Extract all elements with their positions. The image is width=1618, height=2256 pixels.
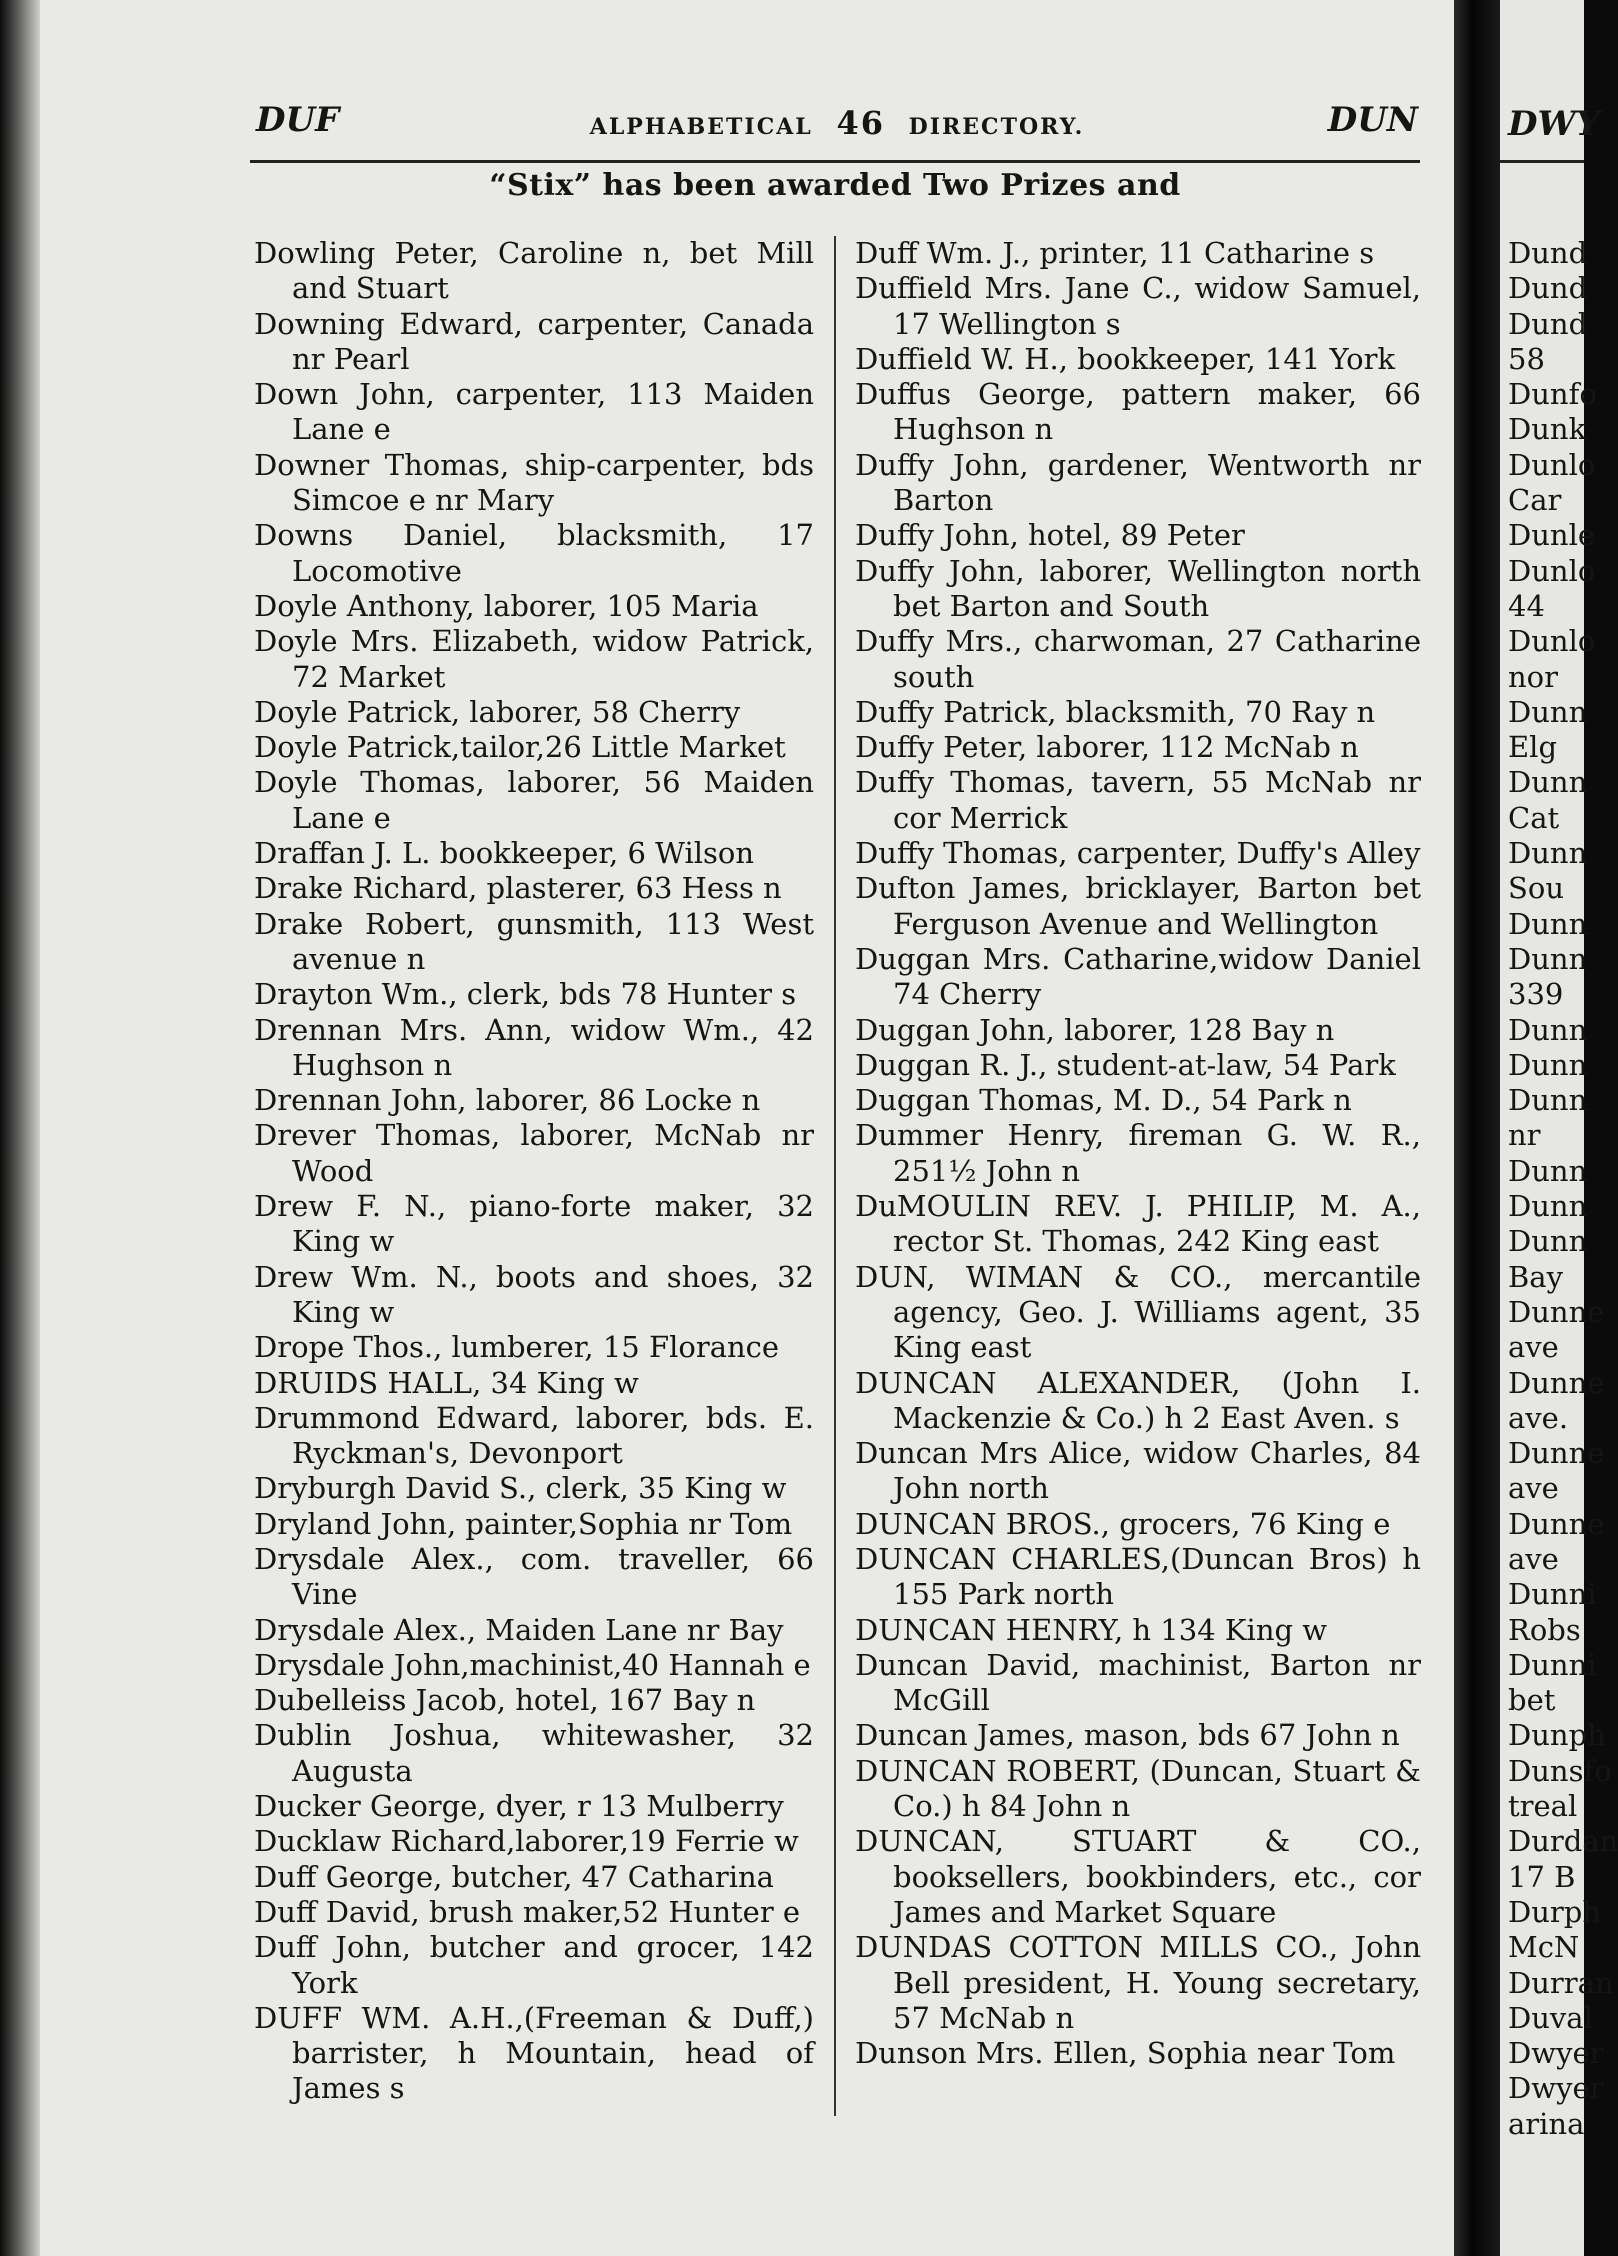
adjacent-page-line: ave — [1508, 1541, 1559, 1576]
directory-entry: DUNCAN ROBERT, (Duncan, Stuart & Co.) h 84 John n — [855, 1753, 1421, 1824]
adjacent-page-line: Dunlo — [1508, 624, 1596, 659]
directory-entry: Duffy Patrick, blacksmith, 70 Ray n — [855, 694, 1376, 729]
adjacent-page-line: Duval — [1508, 2000, 1593, 2035]
header-rule — [250, 160, 1420, 163]
directory-entry: Duffy Thomas, tavern, 55 McNab nr cor Merrick — [855, 765, 1421, 835]
directory-entry: Drysdale John,machinist,40 Hannah e — [254, 1647, 811, 1682]
adjacent-page-line: Robs — [1508, 1612, 1581, 1647]
left-column — [254, 236, 814, 2107]
directory-entry: DUNCAN CHARLES,(Duncan Bros) h 155 Park north — [855, 1541, 1421, 1612]
directory-entry: Dryburgh David S., clerk, 35 King w — [254, 1471, 787, 1506]
directory-entry: Duggan Mrs. Catharine,widow Daniel 74 Cherry — [855, 941, 1421, 1012]
adjacent-page-line: Dund — [1508, 306, 1588, 341]
adjacent-page-line: Dunn — [1508, 1047, 1588, 1082]
directory-entry: Duffield W. H., bookkeeper, 141 York — [855, 341, 1396, 376]
directory-entry: Duncan James, mason, bds 67 John n — [855, 1718, 1400, 1753]
adjacent-page-line: bet — [1508, 1683, 1556, 1718]
directory-entry: DUNCAN BROS., grocers, 76 King e — [855, 1506, 1391, 1541]
directory-entry: Duggan John, laborer, 128 Bay n — [855, 1012, 1335, 1047]
directory-entry: Dufton James, bricklayer, Barton bet Ferguson Avenue and Wellington — [855, 871, 1421, 941]
directory-entry: DUNCAN HENRY, h 134 King w — [855, 1612, 1328, 1647]
directory-entry: Downing Edward, carpenter, Canada nr Pearl — [254, 306, 814, 376]
directory-entry: Duffield Mrs. Jane C., widow Samuel, 17 Wellington s — [855, 271, 1421, 341]
adjacent-page-line: 58 — [1508, 341, 1545, 376]
adjacent-page-line: Dunn — [1508, 836, 1588, 871]
directory-entry: Dubelleiss Jacob, hotel, 167 Bay n — [254, 1683, 756, 1718]
adjacent-page-line: Dunlo — [1508, 447, 1596, 482]
directory-entry: Duffus George, pattern maker, 66 Hughson n — [855, 377, 1421, 447]
header-right-guide-word: DUN — [1327, 100, 1418, 140]
directory-entry: Drew F. N., piano-forte maker, 32 King w — [254, 1189, 814, 1259]
adjacent-page-line: Dwyer — [1508, 2036, 1604, 2071]
directory-entry: Duggan R. J., student-at-law, 54 Park — [855, 1047, 1396, 1082]
adjacent-page-line: Dunn — [1508, 1153, 1588, 1188]
directory-entry: Dunson Mrs. Ellen, Sophia near Tom — [855, 2036, 1396, 2071]
directory-entry: Dummer Henry, fireman G. W. R., 251½ John n — [855, 1118, 1421, 1188]
directory-entry: Drysdale Alex., com. traveller, 66 Vine — [254, 1541, 814, 1612]
adjacent-page-line: Sou — [1508, 871, 1565, 906]
directory-entry: DuMOULIN REV. J. PHILIP, M. A., rector St. Thomas, 242 King east — [855, 1189, 1421, 1259]
adjacent-page-line: 339 — [1508, 977, 1564, 1012]
directory-entry: DUNCAN ALEXANDER, (John I. Mackenzie & Co.) h 2 East Aven. s — [855, 1365, 1421, 1435]
directory-entry: Ducker George, dyer, r 13 Mulberry — [254, 1789, 784, 1824]
directory-entry: Drysdale Alex., Maiden Lane nr Bay — [254, 1612, 784, 1647]
directory-entry: Drever Thomas, laborer, McNab nr Wood — [254, 1118, 814, 1188]
adjacent-page-line: Car — [1508, 483, 1562, 518]
adjacent-page-line: Dwyer — [1508, 2071, 1604, 2106]
adjacent-page-line: ave — [1508, 1471, 1559, 1506]
adjacent-page-line: Dunk — [1508, 412, 1587, 447]
page-header — [256, 100, 1418, 150]
header-title-left: ALPHABETICAL — [589, 114, 813, 140]
directory-entry: Doyle Mrs. Elizabeth, widow Patrick, 72 Market — [254, 624, 814, 694]
adjacent-page-line: Dunn — [1508, 694, 1588, 729]
directory-entry: Duffy Peter, laborer, 112 McNab n — [855, 730, 1359, 765]
directory-entry: DUNCAN, STUART & CO., booksellers, bookbinders, etc., cor James and Market Square — [855, 1824, 1421, 1929]
directory-entry: Drummond Edward, laborer, bds. E. Ryckman's, Devonport — [254, 1400, 814, 1471]
directory-entry: Downs Daniel, blacksmith, 17 Locomotive — [254, 518, 814, 588]
directory-entry: Drayton Wm., clerk, bds 78 Hunter s — [254, 977, 797, 1012]
directory-entry: Ducklaw Richard,laborer,19 Ferrie w — [254, 1824, 799, 1859]
directory-entry: Duff John, butcher and grocer, 142 York — [254, 1930, 814, 2000]
directory-entry: Doyle Thomas, laborer, 56 Maiden Lane e — [254, 765, 814, 835]
adjacent-page-line: Cat — [1508, 800, 1560, 835]
directory-entry: Doyle Patrick,tailor,26 Little Market — [254, 730, 786, 765]
adjacent-page-line: Dunfo — [1508, 377, 1597, 412]
directory-entry: Drake Robert, gunsmith, 113 West avenue n — [254, 906, 814, 976]
adjacent-page-line: Dunn — [1508, 941, 1588, 976]
adjacent-page-line: Dund — [1508, 236, 1588, 270]
directory-entry: Drake Richard, plasterer, 63 Hess n — [254, 871, 782, 906]
directory-entry: Doyle Patrick, laborer, 58 Cherry — [254, 694, 741, 729]
adjacent-page-line: Dunn — [1508, 1012, 1588, 1047]
adjacent-page-line: Dunne — [1508, 1365, 1605, 1400]
adjacent-page-entries — [1508, 236, 1618, 2142]
adjacent-page-header: DWY — [1508, 104, 1600, 144]
directory-entry: Draffan J. L. bookkeeper, 6 Wilson — [254, 836, 755, 871]
directory-entry: Doyle Anthony, laborer, 105 Maria — [254, 588, 759, 623]
directory-entry: Drew Wm. N., boots and shoes, 32 King w — [254, 1259, 814, 1329]
adjacent-page-line: arina — [1508, 2106, 1585, 2141]
adjacent-page-line: Durran — [1508, 1965, 1614, 2000]
directory-entry: Dublin Joshua, whitewasher, 32 Augusta — [254, 1718, 814, 1788]
adjacent-page-line: Durdan — [1508, 1824, 1618, 1859]
directory-entry: Duffy John, laborer, Wellington north bet Barton and South — [855, 553, 1421, 623]
directory-entry: Duffy Mrs., charwoman, 27 Catharine south — [855, 624, 1421, 694]
right-column — [855, 236, 1421, 2071]
adjacent-page-line: Dunle — [1508, 518, 1596, 553]
adjacent-page-rule — [1500, 160, 1584, 163]
directory-entry: Duggan Thomas, M. D., 54 Park n — [855, 1083, 1352, 1118]
adjacent-page-line: Bay — [1508, 1259, 1563, 1294]
header-title — [256, 104, 1418, 142]
adjacent-page-line: ave — [1508, 1330, 1559, 1365]
directory-entry: Dowling Peter, Caroline n, bet Mill and Stuart — [254, 236, 814, 306]
adjacent-page-line: Dunn — [1508, 1189, 1588, 1224]
directory-entry: Duff Wm. J., printer, 11 Catharine s — [855, 236, 1375, 270]
adjacent-page-line: treal — [1508, 1789, 1578, 1824]
adjacent-page-line: Dunne — [1508, 1506, 1605, 1541]
directory-entry: DUFF WM. A.H.,(Freeman & Duff,) barrister, h Mountain, head of James s — [254, 2000, 814, 2106]
directory-entry: DUN, WIMAN & CO., mercantile agency, Geo. J. Williams agent, 35 King east — [855, 1259, 1421, 1365]
directory-entry: Duffy John, hotel, 89 Peter — [855, 518, 1245, 553]
adjacent-page-line: 17 B — [1508, 1859, 1576, 1894]
directory-entry: Drennan Mrs. Ann, widow Wm., 42 Hughson n — [254, 1012, 814, 1082]
directory-entry: Downer Thomas, ship-carpenter, bds Simcoe e nr Mary — [254, 447, 814, 518]
column-divider — [834, 236, 836, 2116]
directory-entry: DUNDAS COTTON MILLS CO., John Bell president, H. Young secretary, 57 McNab n — [855, 1930, 1421, 2035]
adjacent-page-line: Dunsfo — [1508, 1753, 1612, 1788]
adjacent-page-line: Dunph — [1508, 1718, 1606, 1753]
directory-entry: Duff David, brush maker,52 Hunter e — [254, 1894, 801, 1929]
directory-entry: Dryland John, painter,Sophia nr Tom — [254, 1506, 793, 1541]
adjacent-page-line: McN — [1508, 1930, 1580, 1965]
adjacent-page-line: Dunni — [1508, 1577, 1597, 1612]
adjacent-page-line: nr — [1508, 1118, 1541, 1153]
directory-entry: Drennan John, laborer, 86 Locke n — [254, 1083, 761, 1118]
adjacent-page-line: Dunne — [1508, 1294, 1605, 1329]
adjacent-page-line: Dund — [1508, 271, 1588, 306]
adjacent-page-line: ave. — [1508, 1400, 1569, 1435]
advertisement-banner: “Stix” has been awarded Two Prizes and — [489, 168, 1181, 203]
book-gutter — [1454, 0, 1500, 2256]
adjacent-page-line: Dunlo — [1508, 553, 1596, 588]
adjacent-page-line: Durph — [1508, 1894, 1602, 1929]
directory-entry: Duff George, butcher, 47 Catharina — [254, 1859, 774, 1894]
directory-entry: Duncan David, machinist, Barton nr McGill — [855, 1647, 1421, 1718]
adjacent-page-edge — [1500, 0, 1618, 2256]
adjacent-page-line: Dunn — [1508, 1224, 1588, 1259]
directory-entry: Duffy Thomas, carpenter, Duffy's Alley — [855, 836, 1421, 871]
adjacent-page-line: Dunni — [1508, 1647, 1597, 1682]
adjacent-page-line: nor — [1508, 659, 1558, 694]
header-left-guide-word: DUF — [256, 100, 340, 140]
adjacent-page-line: Dunn — [1508, 906, 1588, 941]
adjacent-page-line: 44 — [1508, 588, 1545, 623]
adjacent-page-line: Dunn — [1508, 1083, 1588, 1118]
directory-entry: Duffy John, gardener, Wentworth nr Barton — [855, 447, 1421, 518]
page-number: 46 — [836, 104, 885, 142]
header-title-right: DIRECTORY. — [908, 114, 1085, 140]
directory-entry: Duncan Mrs Alice, widow Charles, 84 John north — [855, 1436, 1421, 1506]
directory-entry: Down John, carpenter, 113 Maiden Lane e — [254, 377, 814, 447]
directory-entry: Drope Thos., lumberer, 15 Florance — [254, 1330, 780, 1365]
adjacent-page-line: Dunne — [1508, 1436, 1605, 1471]
adjacent-page-line: Elg — [1508, 730, 1558, 765]
adjacent-page-line: Dunn — [1508, 765, 1588, 800]
directory-entry: DRUIDS HALL, 34 King w — [254, 1365, 639, 1400]
